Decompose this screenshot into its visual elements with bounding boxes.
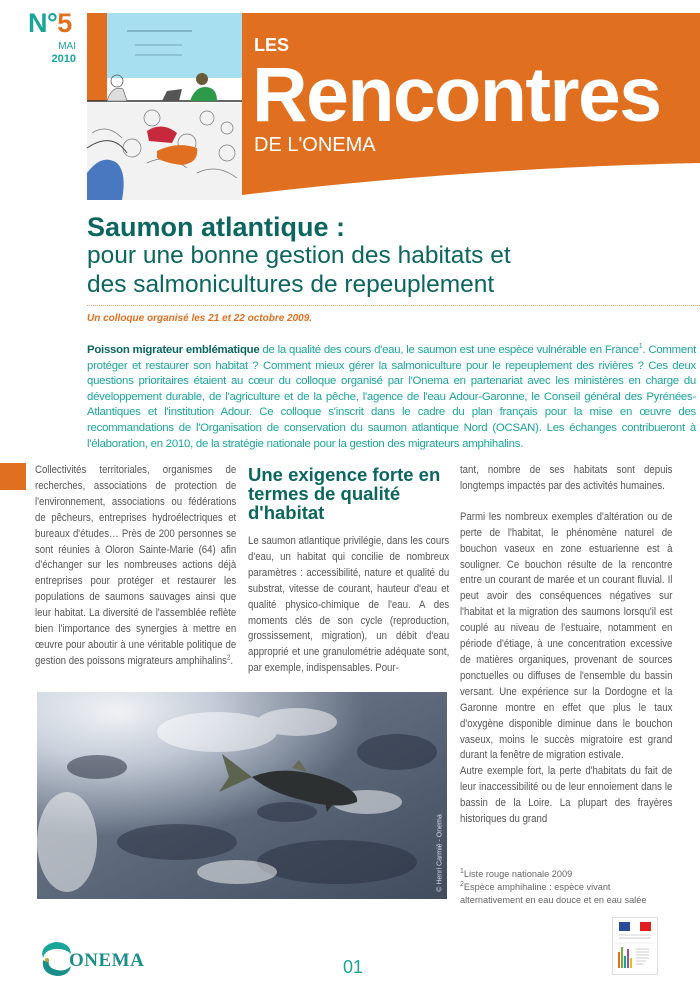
article-subtitle bbox=[87, 241, 697, 299]
banner-title: Rencontres bbox=[252, 52, 661, 138]
intro-text-1: de la qualité des cours d'eau, le saumon est une espèce vulnérable en France bbox=[259, 344, 639, 356]
body-column-1 bbox=[35, 463, 236, 670]
salmon-photo bbox=[37, 692, 447, 899]
onema-logo-text: ONEMA bbox=[69, 950, 145, 971]
paragraph-gap bbox=[460, 495, 672, 510]
footnote-1 bbox=[460, 868, 675, 881]
issue-number-prefix: N° bbox=[28, 8, 58, 38]
footnote-1-number: 1 bbox=[460, 867, 464, 875]
footnote-2 bbox=[460, 881, 675, 907]
footnote-ref-1: 1 bbox=[638, 343, 643, 351]
banner-subtitle: DE L'ONEMA bbox=[254, 134, 376, 156]
footnote-2-number: 2 bbox=[460, 880, 464, 888]
issue-year: 2010 bbox=[51, 53, 76, 65]
article-subtitle-line2: des salmonicultures de repeuplement bbox=[87, 271, 495, 298]
col3-paragraph-2: Parmi les nombreux exemples d'altération ou de perte de l'habitat, le phénomène naturel de bouchon vaseux en zone estuarienne est à souligner. Ce bouchon résulte de la rencontre entre un courant de marée et un courant fluvial. Il peut avoir des conséquences négatives sur l'habitat et la migration des saumons lorsqu'il est couplé au niveau de l'estuaire, notamment en période d'étiage, à une concentration excessive de matières organiques, provenant de sources ponctuelles ou diffuses de l'ensemble du bassin versant. Une expérience sur la Dordogne et la Garonne montre en effet que plus le taux d'oxygène disponible diminue dans le bouchon vaseux, moins le succès migratoire est grand durant la fenêtre de migration estivale. bbox=[460, 510, 673, 762]
intro-lead: Poisson migrateur emblématique bbox=[87, 344, 260, 356]
footnote-2-text: Espèce amphihaline : espèce vivant alternativement en eau douce et en eau salée bbox=[460, 882, 647, 905]
salmon-photo-graphic bbox=[37, 692, 447, 899]
footnote-ref-2: 2 bbox=[226, 654, 231, 662]
article-subtitle-line1: pour une bonne gestion des habitats et bbox=[87, 242, 511, 269]
banner-les: LES bbox=[254, 35, 290, 55]
intro-text-2: . Comment protéger et restaurer son habitat ? Comment mieux gérer la salmoniculture pour le repeuplement des rivières ? Ces deux questions prioritaires étaient au cœur du colloque organisé par l'Onema en partenariat avec les ministères en charge du développement durable, de l'agriculture et de la pêche, l'agence de l'eau Adour-Garonne, le Conseil général des Pyrénées-Atlantiques et l'institution Adour. Ce colloque s'inscrit dans le cadre du plan français pour la mise en œuvre des recommandations de l'Organisation de conservation du saumon atlantique Nord (OCSAN). Les échanges contribueront à l'élaboration, en 2010, de la stratégie nationale pour la gestion des migrateurs amphihalins. bbox=[87, 344, 696, 450]
col2-paragraph: Le saumon atlantique privilégie, dans les cours d'eau, un habitat qui concilie de nombreux paramètres : accessibilité, nature et qualité du substrat, vitesse de courant, hauteur d'eau et qualité physico-chimique de l'eau. A des moments clés de son cycle (reproduction, grossissement, migration), un débit d'eau approprié et une granulométrie adéquate sont, par exemple, indispensables. Pour- bbox=[248, 535, 450, 675]
title-divider bbox=[87, 305, 700, 306]
issue-number-value: 5 bbox=[57, 8, 72, 38]
article-intro bbox=[87, 343, 696, 452]
article-tagline: Un colloque organisé les 21 et 22 octobre 2009. bbox=[87, 313, 313, 324]
col1-end: . bbox=[230, 654, 234, 667]
illustration-orange-strip bbox=[87, 13, 107, 101]
section-heading: Une exigence forte en termes de qualité d'habitat bbox=[248, 464, 441, 523]
col3-paragraph-1: tant, nombre de ses habitats sont depuis longtemps impactés par des activités humaines. bbox=[460, 464, 673, 492]
body-column-3 bbox=[460, 463, 672, 828]
ministry-logo bbox=[612, 917, 658, 975]
col3-paragraph-3: Autre exemple fort, la perte d'habitats du fait de leur inaccessibilité ou de leur ennoiement dans le bassin de la Loire. La plupart des frayères historiques du grand bbox=[460, 765, 673, 826]
issue-number bbox=[28, 8, 72, 38]
speaker-figure bbox=[196, 73, 208, 85]
col1-paragraph: Collectivités territoriales, organismes de recherches, associations de protection de l'environnement, associations ou fédérations de pêcheurs, entreprises hydroélectriques et bureaux d'études… Près de 200 personnes se sont réunies à Oloron Sainte-Marie (64) afin d'échanger sur les nombreuses actions déjà entreprises pour protéger et restaurer les populations de saumons sauvages ainsi que leur habitat. La diversité de l'assemblée reflète bien l'importance des synergies à mettre en œuvre pour aboutir à une véritable politique de gestion des poissons migrateurs amphihalins bbox=[35, 464, 237, 667]
footnote-1-text: Liste rouge nationale 2009 bbox=[463, 869, 573, 879]
article-title: Saumon atlantique : bbox=[87, 212, 346, 242]
issue-month: MAI bbox=[58, 41, 76, 52]
photo-credit bbox=[430, 805, 450, 900]
footnotes bbox=[460, 868, 675, 907]
body-column-2 bbox=[248, 534, 449, 677]
section-marker bbox=[0, 463, 26, 490]
page-number: 01 bbox=[343, 957, 364, 977]
ministry-logo-graphic bbox=[613, 918, 657, 974]
photo-credit-text: © Henri Carmié - Onema bbox=[436, 813, 444, 892]
